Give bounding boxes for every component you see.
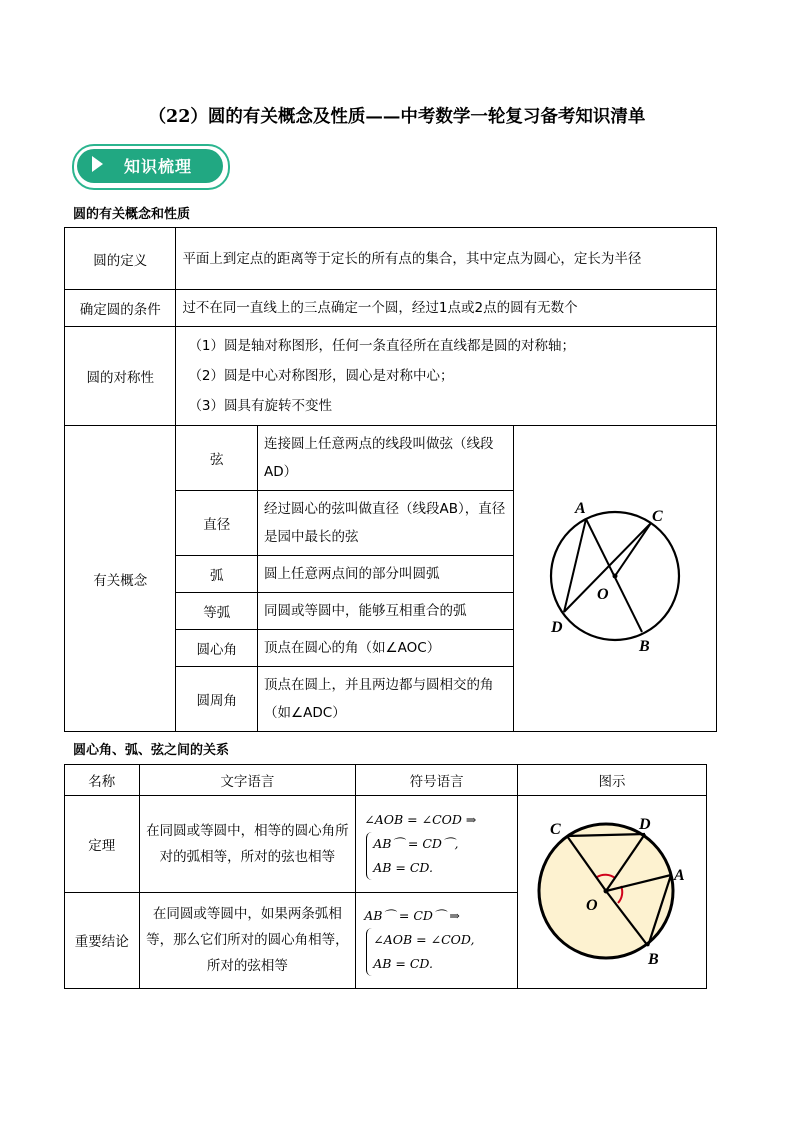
radius-oc bbox=[615, 523, 651, 576]
relation-name: 重要结论 bbox=[65, 892, 140, 989]
relation-symbols bbox=[356, 892, 518, 989]
label-c: C bbox=[651, 507, 663, 525]
header-cell: 文字语言 bbox=[139, 765, 356, 796]
page-title: （22）圆的有关概念及性质——中考数学一轮复习备考知识清单 bbox=[148, 107, 646, 127]
center-point bbox=[612, 573, 617, 578]
label-o: O bbox=[596, 585, 609, 603]
term-def: 圆上任意两点间的部分叫圆弧 bbox=[258, 556, 514, 593]
term: 直径 bbox=[176, 491, 258, 556]
row-label: 确定圆的条件 bbox=[65, 290, 176, 327]
term: 等弧 bbox=[176, 593, 258, 630]
sym-line: ∠AOB = ∠COD, bbox=[373, 932, 475, 948]
header-cell: 图示 bbox=[517, 765, 706, 796]
relation-symbols bbox=[356, 796, 518, 893]
row-label: 圆的定义 bbox=[65, 228, 176, 290]
relation-name: 定理 bbox=[65, 796, 140, 893]
term-def: 顶点在圆心的角（如∠AOC） bbox=[258, 630, 514, 667]
relations-table bbox=[64, 764, 707, 989]
label-d: D bbox=[550, 618, 563, 636]
sym-line: ∠AOB = ∠COD ⇒ bbox=[364, 811, 477, 827]
section1-heading: 圆的有关概念和性质 bbox=[73, 207, 191, 222]
list-item: （1）圆是轴对称图形，任何一条直径所在直线都是圆的对称轴； bbox=[188, 338, 576, 354]
row-label: 圆的对称性 bbox=[65, 327, 176, 426]
header-cell: 符号语言 bbox=[356, 765, 518, 796]
label-o: O bbox=[585, 897, 598, 914]
badge-label: 知识梳理 bbox=[124, 157, 193, 176]
list-item: （2）圆是中心对称图形，圆心是对称中心； bbox=[188, 368, 454, 384]
sym-line: AB⌒ = CD⌒ ⇒ bbox=[364, 908, 460, 924]
term: 弦 bbox=[176, 426, 258, 491]
circle-figure bbox=[513, 426, 716, 732]
row-content: 平面上到定点的距离等于定长的所有点的集合，其中定点为圆心，定长为半径 bbox=[176, 228, 717, 290]
section2-heading: 圆心角、弧、弦之间的关系 bbox=[73, 743, 230, 758]
label-b: B bbox=[647, 951, 659, 968]
relation-text: 在同圆或等圆中，如果两条弧相等，那么它们所对的圆心角相等，所对的弦相等 bbox=[139, 892, 356, 989]
concepts-table bbox=[64, 227, 717, 732]
term: 圆周角 bbox=[176, 667, 258, 732]
concepts-label: 有关概念 bbox=[65, 426, 176, 732]
term-def: 顶点在圆上，并且两边都与圆相交的角（如∠ADC） bbox=[258, 667, 514, 732]
label-a: A bbox=[673, 867, 685, 884]
term-def: 同圆或等圆中，能够互相重合的弧 bbox=[258, 593, 514, 630]
term-def: 经过圆心的弦叫做直径（线段AB），直径是园中最长的弦 bbox=[258, 491, 514, 556]
term-def: 连接圆上任意两点的线段叫做弦（线段AD） bbox=[258, 426, 514, 491]
label-c: C bbox=[549, 821, 561, 838]
symmetry-list bbox=[176, 327, 717, 426]
label-b: B bbox=[638, 637, 650, 655]
label-a: A bbox=[574, 499, 586, 517]
label-d: D bbox=[638, 816, 651, 833]
relation-text: 在同圆或等圆中，相等的圆心角所对的弧相等，所对的弦也相等 bbox=[139, 796, 356, 893]
row-content: 过不在同一直线上的三点确定一个圆，经过1点或2点的圆有无数个 bbox=[176, 290, 717, 327]
sym-brace bbox=[366, 928, 509, 976]
sym-line: AB = CD. bbox=[373, 859, 433, 875]
header-cell: 名称 bbox=[65, 765, 140, 796]
list-item: （3）圆具有旋转不变性 bbox=[188, 398, 333, 414]
play-icon bbox=[92, 156, 103, 172]
sym-line: AB = CD. bbox=[373, 956, 433, 972]
sym-brace bbox=[366, 832, 509, 880]
term: 圆心角 bbox=[176, 630, 258, 667]
center-point bbox=[603, 889, 608, 894]
section-badge bbox=[72, 144, 230, 188]
circle-diagram bbox=[514, 435, 716, 719]
sym-line: AB⌒ = CD⌒, bbox=[373, 835, 459, 851]
relation-diagram bbox=[518, 796, 706, 984]
relation-figure bbox=[517, 796, 706, 989]
term: 弧 bbox=[176, 556, 258, 593]
